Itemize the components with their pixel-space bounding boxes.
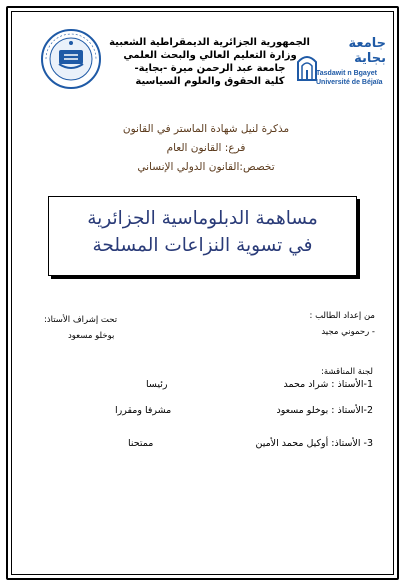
committee-member-name: 3- الأستاذ: أوكيل محمد الأمين [255, 438, 373, 449]
header-university: جامعة عبد الرحمن ميرة -بجاية- [134, 63, 286, 74]
header-country: الجمهورية الجزائرية الديمقراطية الشعبية [109, 37, 310, 48]
student-name: - رحموني مجيد [321, 327, 375, 337]
thesis-title-line1: مساهمة الدبلوماسية الجزائرية [87, 208, 318, 229]
logo-berber-name: Tasdawit n Bgayet [316, 70, 377, 77]
memo-specialty: تخصص:القانون الدولي الإنساني [137, 161, 275, 173]
thesis-title-line2: في تسوية النزاعات المسلحة [92, 235, 313, 256]
header-faculty: كلية الحقوق والعلوم السياسية [135, 76, 285, 87]
logo-french-name: Université de Béjaïa [316, 79, 383, 86]
supervisor-label: تحت إشراف الأستاذ: [44, 315, 118, 325]
logo-arabic-name: جامعة بجاية [348, 36, 386, 66]
prepared-by-label: من إعداد الطالب : [309, 311, 375, 321]
committee-member-role: ممتحنا [128, 438, 154, 449]
supervisor-name: بوخلو مسعود [68, 331, 115, 341]
thesis-title-box [48, 196, 357, 276]
memo-degree: مذكرة لنيل شهادة الماستر في القانون [122, 123, 290, 135]
memo-info [100, 120, 312, 177]
university-emblem-icon [296, 52, 318, 82]
committee-member-role: رئيسا [146, 379, 168, 390]
institution-header [110, 36, 310, 88]
memo-branch: فرع: القانون العام [166, 142, 246, 154]
header-ministry: وزارة التعليم العالي والبحث العلمي [123, 50, 297, 61]
committee-member-name: 2-الأستاذ : بوخلو مسعود [276, 405, 373, 416]
university-seal-logo [40, 28, 102, 90]
committee-member-name: 1-الأستاذ : شراد محمد [283, 379, 373, 390]
university-logo [296, 30, 386, 100]
committee-label: لجنة المناقشة: [321, 367, 373, 377]
committee-member-role: مشرفا ومقررا [115, 405, 172, 416]
